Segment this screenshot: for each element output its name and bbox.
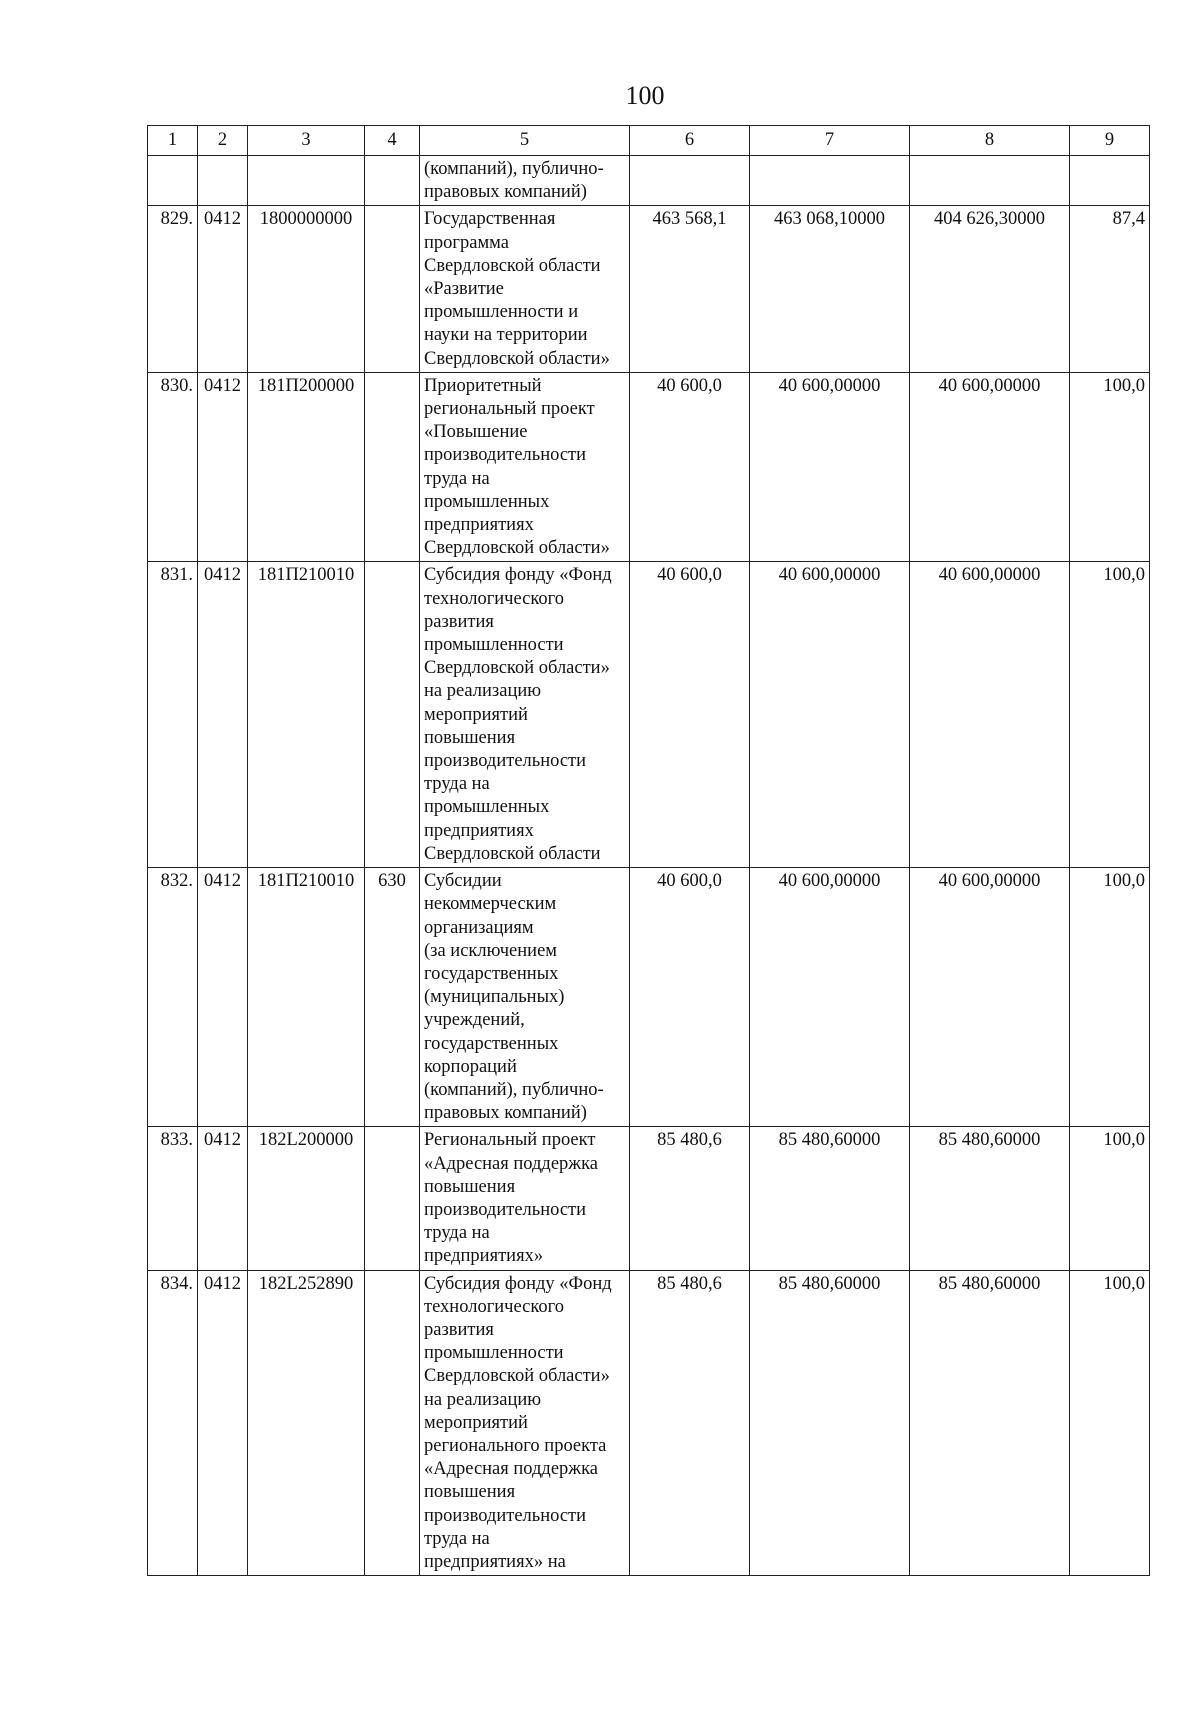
cell-empty (248, 156, 365, 206)
section-code: 0412 (198, 372, 248, 562)
header-col-4: 4 (365, 126, 420, 156)
item-name: Субсидия фонду «Фонд технологического развития промышленности Свердловской области» на реализацию мероприятий повышения производительности труда на промышленных предприятиях Свердловской области (420, 562, 630, 868)
execution-percent: 100,0 (1070, 868, 1150, 1127)
table-row (148, 206, 1150, 372)
table-row (148, 372, 1150, 562)
target-article-code: 181П210010 (248, 562, 365, 868)
expense-type-code: 630 (365, 868, 420, 1127)
cell-empty (630, 156, 750, 206)
section-code: 0412 (198, 1270, 248, 1576)
execution-percent: 100,0 (1070, 1270, 1150, 1576)
header-col-3: 3 (248, 126, 365, 156)
refined-amount: 85 480,60000 (750, 1127, 910, 1270)
executed-amount: 40 600,00000 (910, 372, 1070, 562)
row-number: 833. (148, 1127, 198, 1270)
section-code: 0412 (198, 868, 248, 1127)
continuation-name: (компаний), публично- правовых компаний) (420, 156, 630, 206)
item-name: Приоритетный региональный проект «Повышение производительности труда на промышленных предприятиях Свердловской области» (420, 372, 630, 562)
item-name: Государственная программа Свердловской области «Развитие промышленности и науки на территории Свердловской области» (420, 206, 630, 372)
header-col-2: 2 (198, 126, 248, 156)
expense-type-code (365, 562, 420, 868)
executed-amount: 85 480,60000 (910, 1270, 1070, 1576)
table-body (148, 156, 1150, 1576)
item-name: Региональный проект «Адресная поддержка повышения производительности труда на предприятиях» (420, 1127, 630, 1270)
continuation-row (148, 156, 1150, 206)
row-number: 832. (148, 868, 198, 1127)
item-name: Субсидия фонду «Фонд технологического развития промышленности Свердловской области» на реализацию мероприятий регионального проекта «Адресная поддержка повышения производительности труда на предприятиях» на (420, 1270, 630, 1576)
refined-amount: 40 600,00000 (750, 868, 910, 1127)
cell-empty (365, 156, 420, 206)
table-header (148, 126, 1150, 156)
expense-type-code (365, 206, 420, 372)
approved-amount: 85 480,6 (630, 1270, 750, 1576)
refined-amount: 40 600,00000 (750, 372, 910, 562)
refined-amount: 40 600,00000 (750, 562, 910, 868)
expense-type-code (365, 1270, 420, 1576)
section-code: 0412 (198, 206, 248, 372)
expense-type-code (365, 372, 420, 562)
table-row (148, 562, 1150, 868)
cell-empty (1070, 156, 1150, 206)
expense-type-code (365, 1127, 420, 1270)
header-col-6: 6 (630, 126, 750, 156)
execution-percent: 100,0 (1070, 1127, 1150, 1270)
cell-empty (198, 156, 248, 206)
cell-empty (148, 156, 198, 206)
header-col-7: 7 (750, 126, 910, 156)
target-article-code: 181П210010 (248, 868, 365, 1127)
item-name: Субсидии некоммерческим организациям (за исключением государственных (муниципальных) учреждений, государственных корпораций (компаний), публично- правовых компаний) (420, 868, 630, 1127)
table-row (148, 1127, 1150, 1270)
target-article-code: 181П200000 (248, 372, 365, 562)
header-col-8: 8 (910, 126, 1070, 156)
refined-amount: 463 068,10000 (750, 206, 910, 372)
header-col-1: 1 (148, 126, 198, 156)
approved-amount: 85 480,6 (630, 1127, 750, 1270)
approved-amount: 40 600,0 (630, 372, 750, 562)
section-code: 0412 (198, 1127, 248, 1270)
cell-empty (910, 156, 1070, 206)
execution-percent: 87,4 (1070, 206, 1150, 372)
target-article-code: 182L252890 (248, 1270, 365, 1576)
execution-percent: 100,0 (1070, 562, 1150, 868)
header-row (148, 126, 1150, 156)
refined-amount: 85 480,60000 (750, 1270, 910, 1576)
header-col-5: 5 (420, 126, 630, 156)
row-number: 830. (148, 372, 198, 562)
cell-empty (750, 156, 910, 206)
executed-amount: 404 626,30000 (910, 206, 1070, 372)
executed-amount: 40 600,00000 (910, 562, 1070, 868)
row-number: 831. (148, 562, 198, 868)
table-row (148, 1270, 1150, 1576)
executed-amount: 85 480,60000 (910, 1127, 1070, 1270)
header-col-9: 9 (1070, 126, 1150, 156)
execution-percent: 100,0 (1070, 372, 1150, 562)
approved-amount: 40 600,0 (630, 868, 750, 1127)
approved-amount: 463 568,1 (630, 206, 750, 372)
table-row (148, 868, 1150, 1127)
row-number: 829. (148, 206, 198, 372)
target-article-code: 182L200000 (248, 1127, 365, 1270)
approved-amount: 40 600,0 (630, 562, 750, 868)
target-article-code: 1800000000 (248, 206, 365, 372)
budget-table (147, 125, 1150, 1576)
section-code: 0412 (198, 562, 248, 868)
row-number: 834. (148, 1270, 198, 1576)
executed-amount: 40 600,00000 (910, 868, 1070, 1127)
page-number: 100 (625, 81, 665, 110)
